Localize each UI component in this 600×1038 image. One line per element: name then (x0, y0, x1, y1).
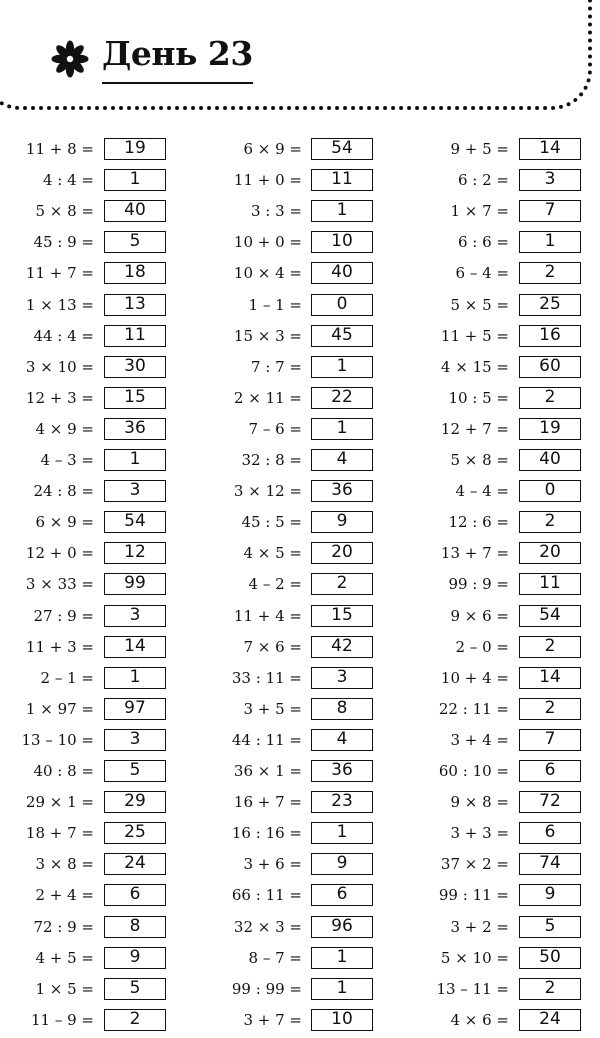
answer-box[interactable]: 1 (104, 667, 166, 689)
exercise-row (0, 695, 600, 726)
answer-box[interactable]: 10 (311, 1009, 373, 1031)
answer-box[interactable]: 20 (311, 542, 373, 564)
exercise-expression: 2 + 4 = (35, 886, 94, 905)
exercise-expression: 13 – 10 = (21, 730, 94, 749)
answer-box[interactable]: 1 (311, 200, 373, 222)
exercise-expression: 5 × 10 = (440, 948, 509, 967)
answer-box[interactable]: 1 (104, 169, 166, 191)
exercise-expression: 11 + 3 = (25, 637, 94, 656)
exercise-expression: 11 + 5 = (440, 326, 509, 345)
answer-box[interactable]: 6 (519, 822, 581, 844)
exercise-row (0, 602, 600, 633)
answer-box[interactable]: 6 (519, 760, 581, 782)
answer-box[interactable]: 6 (104, 884, 166, 906)
answer-box[interactable]: 36 (104, 418, 166, 440)
answer-box[interactable]: 40 (519, 449, 581, 471)
answer-box[interactable]: 23 (311, 791, 373, 813)
exercise-expression: 10 + 0 = (233, 233, 302, 252)
answer-box[interactable]: 15 (311, 605, 373, 627)
exercise-expression: 4 × 9 = (35, 419, 94, 438)
answer-box[interactable]: 6 (311, 884, 373, 906)
exercise-row (0, 1006, 600, 1037)
answer-box[interactable]: 11 (311, 169, 373, 191)
exercise-expression: 12 + 7 = (440, 419, 509, 438)
answer-box[interactable]: 36 (311, 480, 373, 502)
answer-box[interactable]: 74 (519, 853, 581, 875)
exercise-expression: 5 × 8 = (35, 202, 94, 221)
exercise-expression: 4 × 5 = (243, 544, 302, 563)
exercise-expression: 4 : 4 = (42, 171, 94, 190)
exercise-expression: 99 : 11 = (438, 886, 509, 905)
answer-box[interactable]: 13 (104, 294, 166, 316)
answer-box[interactable]: 1 (311, 356, 373, 378)
answer-box[interactable]: 2 (519, 262, 581, 284)
answer-box[interactable]: 1 (311, 822, 373, 844)
exercise-expression: 29 × 1 = (25, 793, 94, 812)
answer-box[interactable]: 54 (311, 138, 373, 160)
answer-box[interactable]: 3 (104, 480, 166, 502)
exercise-expression: 16 + 7 = (233, 793, 302, 812)
answer-box[interactable]: 9 (311, 853, 373, 875)
exercise-expression: 3 × 12 = (233, 482, 302, 501)
answer-box[interactable]: 24 (519, 1009, 581, 1031)
exercise-expression: 2 × 11 = (233, 388, 302, 407)
exercise-row (0, 477, 600, 508)
exercise-expression: 12 + 0 = (25, 544, 94, 563)
answer-box[interactable]: 60 (519, 356, 581, 378)
exercise-expression: 3 + 2 = (450, 917, 509, 936)
exercise-row (0, 881, 600, 912)
header (50, 34, 253, 84)
answer-box[interactable]: 5 (104, 978, 166, 1000)
answer-box[interactable]: 14 (104, 636, 166, 658)
exercise-expression: 1 – 1 = (248, 295, 302, 314)
answer-box[interactable]: 3 (104, 605, 166, 627)
exercise-expression: 3 + 6 = (243, 855, 302, 874)
exercise-expression: 1 × 5 = (35, 979, 94, 998)
exercise-expression: 36 × 1 = (233, 762, 302, 780)
answer-box[interactable]: 36 (311, 760, 373, 782)
answer-box[interactable]: 7 (519, 729, 581, 751)
exercise-row (0, 757, 600, 788)
exercise-row (0, 415, 600, 446)
exercise-row (0, 664, 600, 695)
exercise-expression: 12 + 3 = (25, 388, 94, 407)
exercise-expression: 3 + 3 = (450, 824, 509, 843)
answer-box[interactable]: 2 (519, 511, 581, 533)
exercise-expression: 44 : 11 = (231, 730, 302, 749)
exercise-row (0, 384, 600, 415)
answer-box[interactable]: 12 (104, 542, 166, 564)
exercise-expression: 6 × 9 = (35, 513, 94, 532)
exercise-expression: 18 + 7 = (25, 824, 94, 843)
answer-box[interactable]: 2 (519, 978, 581, 1000)
answer-box[interactable]: 2 (311, 573, 373, 595)
exercise-expression: 24 : 8 = (33, 482, 94, 501)
exercise-expression: 40 : 8 = (33, 762, 94, 780)
answer-box[interactable]: 9 (519, 884, 581, 906)
exercise-expression: 15 × 3 = (233, 326, 302, 345)
exercise-expression: 9 + 5 = (450, 140, 509, 158)
exercise-expression: 10 × 4 = (233, 264, 302, 283)
exercise-row (0, 633, 600, 664)
exercise-expression: 4 + 5 = (35, 948, 94, 967)
answer-box[interactable]: 10 (311, 231, 373, 253)
exercise-expression: 8 – 7 = (248, 948, 302, 967)
answer-box[interactable]: 1 (311, 947, 373, 969)
exercise-expression: 1 × 13 = (25, 295, 94, 314)
answer-box[interactable]: 11 (104, 325, 166, 347)
exercise-expression: 5 × 8 = (450, 451, 509, 469)
answer-box[interactable]: 54 (519, 605, 581, 627)
exercise-expression: 13 – 11 = (436, 979, 509, 998)
answer-box[interactable]: 16 (519, 325, 581, 347)
exercise-expression: 44 : 4 = (33, 326, 94, 345)
exercise-expression: 9 × 6 = (450, 606, 509, 625)
exercise-expression: 3 + 7 = (243, 1010, 302, 1029)
exercise-expression: 3 × 8 = (35, 855, 94, 874)
exercise-row (0, 508, 600, 539)
answer-box[interactable]: 9 (311, 511, 373, 533)
answer-box[interactable]: 15 (104, 387, 166, 409)
answer-box[interactable]: 19 (519, 418, 581, 440)
exercise-row (0, 570, 600, 601)
answer-box[interactable]: 42 (311, 636, 373, 658)
answer-box[interactable]: 8 (311, 698, 373, 720)
answer-box[interactable]: 97 (104, 698, 166, 720)
answer-box[interactable]: 5 (104, 231, 166, 253)
exercise-expression: 4 × 6 = (450, 1010, 509, 1029)
answer-box[interactable]: 7 (519, 200, 581, 222)
exercise-row (0, 291, 600, 322)
answer-box[interactable]: 45 (311, 325, 373, 347)
exercise-expression: 60 : 10 = (438, 762, 509, 780)
exercise-expression: 4 – 4 = (455, 482, 509, 501)
exercise-expression: 7 × 6 = (243, 637, 302, 656)
answer-box[interactable]: 3 (104, 729, 166, 751)
exercise-expression: 11 + 8 = (25, 140, 94, 158)
exercise-row (0, 353, 600, 384)
answer-box[interactable]: 4 (311, 449, 373, 471)
exercise-row (0, 788, 600, 819)
exercise-expression: 45 : 5 = (241, 513, 302, 532)
exercise-expression: 12 : 6 = (448, 513, 509, 532)
answer-box[interactable]: 2 (104, 1009, 166, 1031)
answer-box[interactable]: 5 (104, 760, 166, 782)
exercise-expression: 1 × 97 = (25, 699, 94, 718)
exercise-expression: 99 : 99 = (231, 979, 302, 998)
flower-icon (50, 39, 90, 79)
exercise-expression: 3 : 3 = (250, 202, 302, 221)
exercise-expression: 72 : 9 = (33, 917, 94, 936)
answer-box[interactable]: 5 (519, 916, 581, 938)
answer-box[interactable]: 1 (311, 418, 373, 440)
exercise-expression: 6 – 4 = (455, 264, 509, 283)
answer-box[interactable]: 24 (104, 853, 166, 875)
exercise-row (0, 819, 600, 850)
answer-box[interactable]: 22 (311, 387, 373, 409)
exercise-expression: 99 : 9 = (448, 575, 509, 594)
exercise-expression: 27 : 9 = (33, 606, 94, 625)
exercise-row (0, 446, 600, 477)
exercise-expression: 66 : 11 = (231, 886, 302, 905)
exercise-expression: 32 : 8 = (241, 451, 302, 469)
exercise-expression: 6 × 9 = (243, 140, 302, 158)
exercise-row (0, 726, 600, 757)
page-title: День 23 (102, 34, 253, 84)
exercise-expression: 4 × 15 = (440, 357, 509, 376)
exercise-expression: 2 – 1 = (40, 668, 94, 687)
answer-box[interactable]: 54 (104, 511, 166, 533)
exercise-expression: 13 + 7 = (440, 544, 509, 563)
exercise-row (0, 322, 600, 353)
exercise-row (0, 539, 600, 570)
answer-box[interactable]: 40 (311, 262, 373, 284)
exercise-expression: 6 : 2 = (457, 171, 509, 190)
answer-box[interactable]: 40 (104, 200, 166, 222)
exercise-row (0, 135, 600, 166)
exercise-expression: 32 × 3 = (233, 917, 302, 936)
exercise-expression: 37 × 2 = (440, 855, 509, 874)
exercise-expression: 7 : 7 = (250, 357, 302, 376)
exercise-row (0, 259, 600, 290)
exercise-row (0, 166, 600, 197)
answer-box[interactable]: 2 (519, 636, 581, 658)
exercise-expression: 4 – 3 = (40, 451, 94, 469)
exercise-expression: 4 – 2 = (248, 575, 302, 594)
answer-box[interactable]: 50 (519, 947, 581, 969)
answer-box[interactable]: 14 (519, 138, 581, 160)
exercise-expression: 22 : 11 = (438, 699, 509, 718)
exercise-expression: 2 – 0 = (455, 637, 509, 656)
exercise-expression: 11 + 7 = (25, 264, 94, 283)
answer-box[interactable]: 0 (519, 480, 581, 502)
exercise-row (0, 944, 600, 975)
answer-box[interactable]: 1 (104, 449, 166, 471)
answer-box[interactable]: 1 (311, 978, 373, 1000)
answer-box[interactable]: 72 (519, 791, 581, 813)
answer-box[interactable]: 25 (104, 822, 166, 844)
answer-box[interactable]: 11 (519, 573, 581, 595)
answer-box[interactable]: 2 (519, 387, 581, 409)
answer-box[interactable]: 1 (519, 231, 581, 253)
exercise-expression: 6 : 6 = (457, 233, 509, 252)
answer-box[interactable]: 2 (519, 698, 581, 720)
exercise-row (0, 228, 600, 259)
exercise-expression: 11 + 4 = (233, 606, 302, 625)
answer-box[interactable]: 19 (104, 138, 166, 160)
exercise-expression: 3 + 4 = (450, 730, 509, 749)
answer-box[interactable]: 96 (311, 916, 373, 938)
answer-box[interactable]: 20 (519, 542, 581, 564)
exercise-expression: 33 : 11 = (231, 668, 302, 687)
exercise-expression: 16 : 16 = (231, 824, 302, 843)
answer-box[interactable]: 29 (104, 791, 166, 813)
exercise-row (0, 850, 600, 881)
answer-box[interactable]: 8 (104, 916, 166, 938)
exercise-expression: 10 : 5 = (448, 388, 509, 407)
exercise-row (0, 197, 600, 228)
exercise-expression: 9 × 8 = (450, 793, 509, 812)
exercise-expression: 11 + 0 = (233, 171, 302, 190)
answer-box[interactable]: 99 (104, 573, 166, 595)
answer-box[interactable]: 3 (519, 169, 581, 191)
answer-box[interactable]: 25 (519, 294, 581, 316)
exercise-expression: 7 – 6 = (248, 419, 302, 438)
exercise-expression: 10 + 4 = (440, 668, 509, 687)
exercise-expression: 11 – 9 = (30, 1010, 94, 1029)
exercise-row (0, 975, 600, 1006)
answer-box[interactable]: 9 (104, 947, 166, 969)
answer-box[interactable]: 3 (311, 667, 373, 689)
exercise-expression: 3 × 33 = (25, 575, 94, 594)
exercise-row (0, 913, 600, 944)
exercise-expression: 45 : 9 = (33, 233, 94, 252)
exercise-expression: 5 × 5 = (450, 295, 509, 314)
answer-box[interactable]: 4 (311, 729, 373, 751)
answer-box[interactable]: 30 (104, 356, 166, 378)
answer-box[interactable]: 14 (519, 667, 581, 689)
answer-box[interactable]: 18 (104, 262, 166, 284)
exercise-expression: 1 × 7 = (450, 202, 509, 221)
exercise-expression: 3 + 5 = (243, 699, 302, 718)
answer-box[interactable]: 0 (311, 294, 373, 316)
exercise-expression: 3 × 10 = (25, 357, 94, 376)
